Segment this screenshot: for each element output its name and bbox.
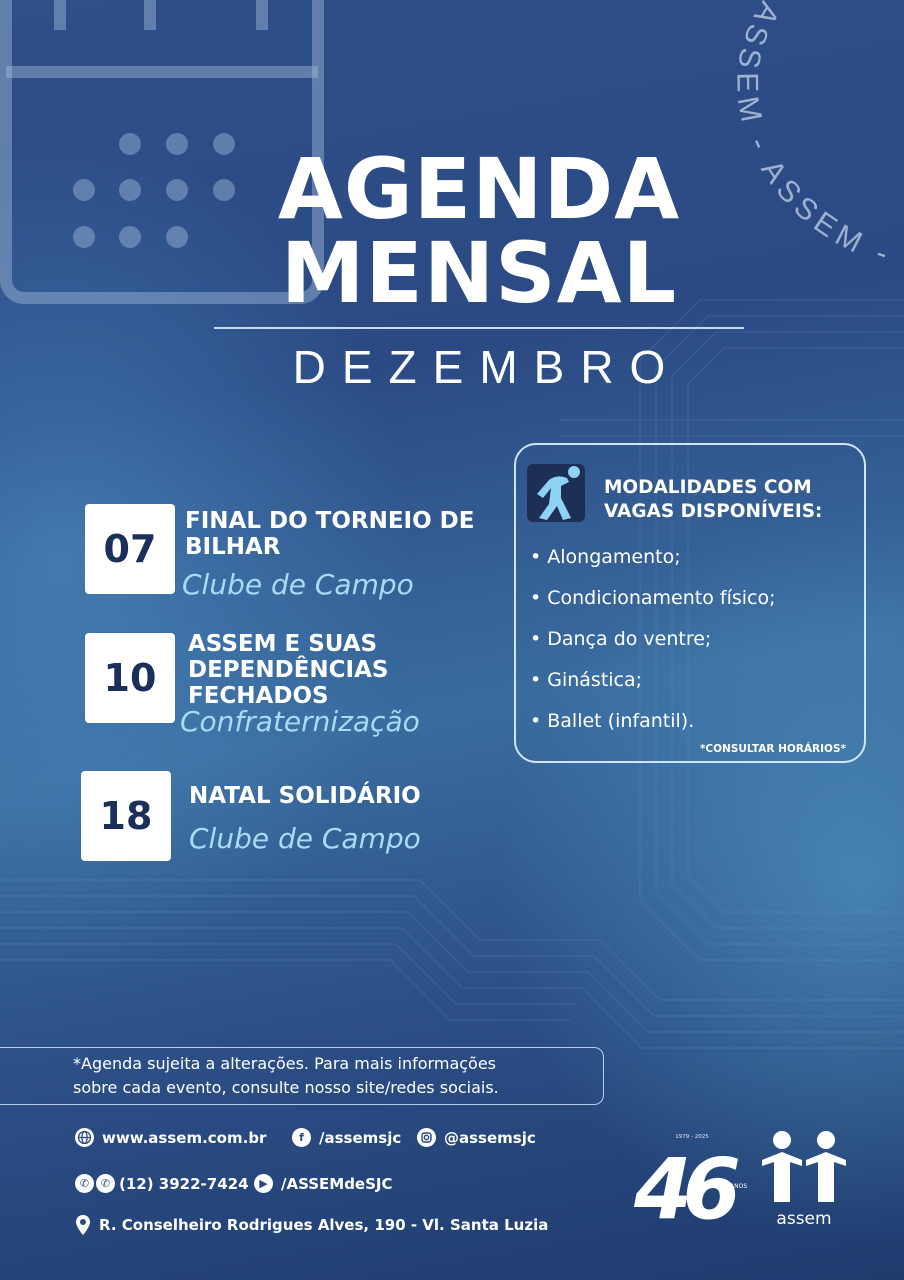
instagram-icon [417, 1128, 436, 1147]
svg-text:ANOS: ANOS [730, 1183, 748, 1190]
list-item: • Condicionamento físico; [530, 587, 776, 609]
svg-text:ASSEM - ASSEM -: ASSEM - ASSEM - [730, 0, 898, 273]
phone-link[interactable] [75, 1174, 249, 1193]
notice-text: *Agenda sujeita a alterações. Para mais informações sobre cada evento, consulte nosso site/redes sociais. [73, 1054, 499, 1097]
location-pin-icon [75, 1214, 91, 1236]
address-line [75, 1214, 548, 1236]
list-item: • Alongamento; [530, 546, 681, 568]
event-day-box: 10 [85, 633, 175, 723]
list-item: • Ginástica; [530, 669, 643, 691]
phone-text: (12) 3922-7424 [119, 1174, 249, 1193]
event-place: Confraternização [180, 705, 420, 738]
youtube-icon: ▶ [254, 1174, 273, 1193]
phone-icon: ✆ [75, 1174, 94, 1193]
stretching-person-icon [527, 464, 585, 522]
event-place: Clube de Campo [182, 568, 414, 601]
whatsapp-icon: ✆ [96, 1174, 115, 1193]
list-item: • Ballet (infantil). [530, 710, 695, 732]
website-text: www.assem.com.br [102, 1128, 267, 1147]
website-link[interactable] [75, 1128, 266, 1147]
facebook-icon: f [292, 1128, 311, 1147]
page-title-line1: AGENDA [277, 140, 681, 238]
globe-icon [75, 1128, 94, 1147]
page-title-line2: MENSAL [280, 224, 678, 322]
youtube-text: /ASSEMdeSJC [281, 1174, 393, 1193]
schedule-note: *CONSULTAR HORÁRIOS* [699, 743, 846, 755]
youtube-link[interactable] [254, 1174, 393, 1193]
facebook-text: /assemsjc [319, 1128, 402, 1147]
list-item: • Dança do ventre; [530, 628, 712, 650]
assem-logo [758, 1130, 850, 1230]
event-title: FINAL DO TORNEIO DE BILHAR [185, 508, 475, 560]
event-title: ASSEM E SUAS DEPENDÊNCIAS FECHADOS [188, 631, 389, 709]
modalities-list [530, 542, 776, 747]
instagram-text: @assemsjc [444, 1128, 536, 1147]
title-divider [214, 327, 744, 329]
instagram-link[interactable] [417, 1128, 536, 1147]
svg-text:assem: assem [776, 1209, 832, 1229]
event-title: NATAL SOLIDÁRIO [189, 783, 421, 809]
modalities-title: MODALIDADES COM VAGAS DISPONÍVEIS: [604, 477, 823, 522]
svg-text:46: 46 [634, 1140, 731, 1230]
anniversary-logo [630, 1130, 754, 1230]
event-day-box: 18 [81, 771, 171, 861]
event-place: Clube de Campo [189, 822, 421, 855]
address-text: R. Conselheiro Rodrigues Alves, 190 - Vl. Santa Luzia [99, 1216, 549, 1234]
facebook-link[interactable] [292, 1128, 401, 1147]
month-label: DEZEMBRO [292, 341, 682, 393]
event-day-box: 07 [85, 504, 175, 594]
svg-text:1979 - 2025: 1979 - 2025 [675, 1134, 709, 1140]
